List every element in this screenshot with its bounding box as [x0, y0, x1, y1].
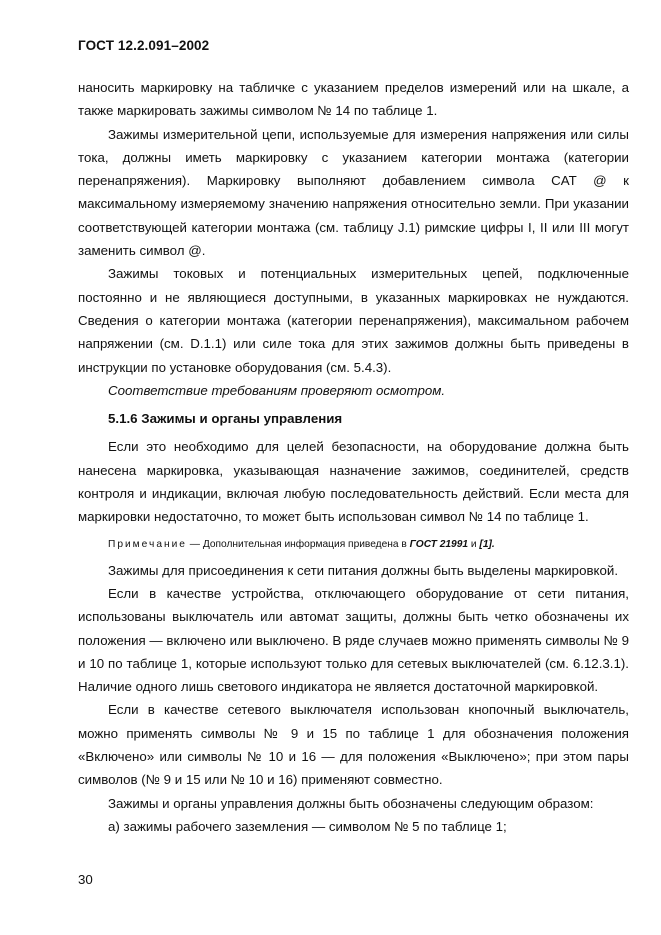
- note-reference-gost: ГОСТ 21991: [409, 538, 469, 550]
- note-text: — Дополнительная информация приведена в: [186, 538, 410, 550]
- paragraph-current-potential-terminals: Зажимы токовых и потенциальных измерительных цепей, подключенные постоянно и не являющиеся доступными, в указанных маркировках не нуждаются. Сведения о категории монтажа (категории перенапряжения), максимальном рабочем напряжении (см. D.1.1) или силе тока для этих зажимов должны быть приведены в инструкции по установке оборудования (см. 5.4.3).: [78, 266, 629, 375]
- body-text: [78, 76, 629, 838]
- paragraph-mains-terminals: Зажимы для присоединения к сети питания должны быть выделены маркировкой.: [108, 562, 619, 578]
- list-item-a: а) зажимы рабочего заземления — символом № 5 по таблице 1;: [108, 818, 507, 834]
- paragraph-push-button-switch: Если в качестве сетевого выключателя использован кнопочный выключатель, можно применять символы № 9 и 15 по таблице 1 для обозначения положения «Включено» или символы № 10 и 16 — для положения «Выключено»; при этом пары символов (№ 9 и 15 или № 10 и 16) применяют совместно.: [78, 702, 629, 788]
- page-number: 30: [78, 872, 93, 887]
- note-conjunction: и: [468, 538, 480, 550]
- note: [78, 535, 629, 555]
- paragraph-continuation: наносить маркировку на табличке с указанием пределов измерений или на шкале, а также маркировать зажимы символом № 14 по таблице 1.: [78, 80, 629, 119]
- paragraph-marking-list-intro: Зажимы и органы управления должны быть обозначены следующим образом:: [108, 795, 594, 811]
- paragraph-safety-marking: Если это необходимо для целей безопасности, на оборудование должна быть нанесена маркировка, указывающая назначение зажимов, соединителей, средств контроля и индикации, включая любую последовательность действий. Если места для маркировки недостаточно, то может быть использован символ № 14 по таблице 1.: [78, 439, 629, 525]
- paragraph-measuring-circuit-terminals: Зажимы измерительной цепи, используемые для измерения напряжения или силы тока, должны иметь маркировку с указанием категории монтажа (категории перенапряжения). Маркировку выполняют добавлением символа CAT @ к максимальному измеряемому значению напряжения относительно земли. При указании соответствующей категории монтажа (см. таблицу J.1) римские цифры I, II или III могут заменить символ @.: [78, 126, 629, 259]
- note-reference-bibliography: [1].: [479, 538, 495, 550]
- note-label: Примечание: [108, 538, 187, 550]
- section-heading: 5.1.6 Зажимы и органы управления: [108, 411, 343, 427]
- paragraph-compliance-check: Соответствие требованиям проверяют осмотром.: [108, 382, 446, 398]
- standard-header: ГОСТ 12.2.091–2002: [78, 38, 210, 53]
- paragraph-disconnect-device: Если в качестве устройства, отключающего оборудование от сети питания, использованы выключатель или автомат защиты, должны быть четко обозначены их положения — включено или выключено. В ряде случаев можно применять символы № 9 и 10 по таблице 1, которые используют только для сетевых выключателей (см. 6.12.3.1). Наличие одного лишь светового индикатора не является достаточной маркировкой.: [78, 585, 629, 695]
